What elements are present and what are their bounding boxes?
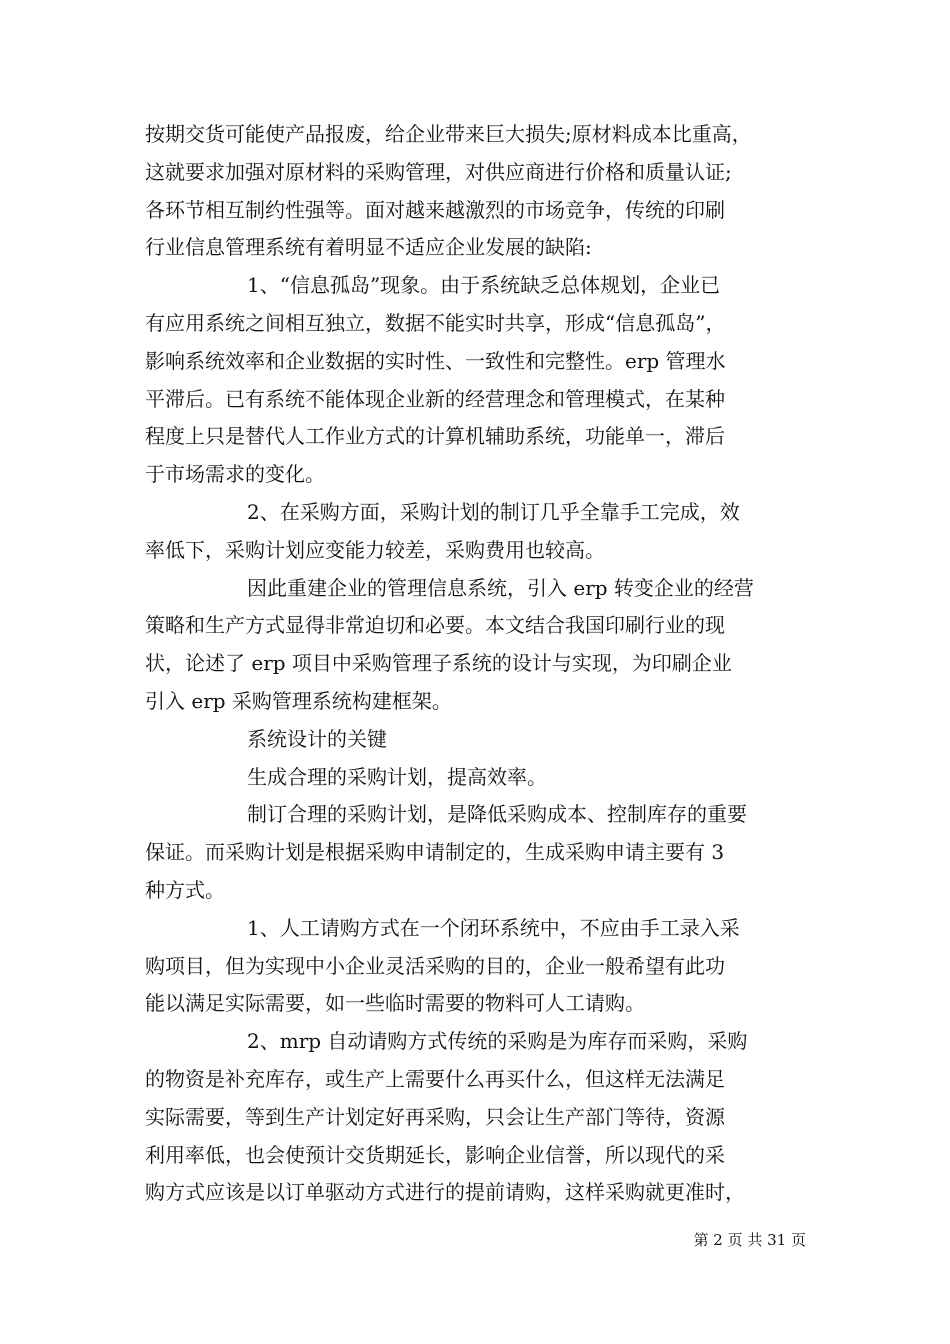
text-line: 种方式。 [145, 877, 225, 902]
text-line: 平滞后。已有系统不能体现企业新的经营理念和管理模式，在某种 [145, 386, 725, 411]
text-line: 1、人工请购方式在一个闭环系统中，不应由手工录入采 [247, 915, 740, 940]
text-line: 的物资是补充库存，或生产上需要什么再买什么，但这样无法满足 [145, 1066, 725, 1091]
text-line: 这就要求加强对原材料的采购管理，对供应商进行价格和质量认证; [145, 159, 732, 184]
page-footer: 第 2 页 共 31 页 [693, 1231, 806, 1249]
text-line: 程度上只是替代人工作业方式的计算机辅助系统，功能单一，滞后 [145, 424, 725, 449]
text-line: 系统设计的关键 [247, 726, 387, 751]
text-line: 购方式应该是以订单驱动方式进行的提前请购，这样采购就更准时， [145, 1180, 745, 1205]
text-line: 购项目，但为实现中小企业灵活采购的目的，企业一般希望有此功 [145, 953, 725, 978]
body-text [145, 116, 815, 1212]
text-line: 制订合理的采购计划，是降低采购成本、控制库存的重要 [247, 802, 747, 827]
text-line: 因此重建企业的管理信息系统，引入 erp 转变企业的经营 [247, 575, 754, 600]
text-line: 保证。而采购计划是根据采购申请制定的，生成采购申请主要有 3 [145, 840, 725, 865]
text-line: 能以满足实际需要，如一些临时需要的物料可人工请购。 [145, 991, 645, 1016]
text-line: 状，论述了 erp 项目中采购管理子系统的设计与实现，为印刷企业 [145, 651, 732, 676]
text-line: 2、在采购方面，采购计划的制订几乎全靠手工完成，效 [247, 499, 740, 524]
text-line: 各环节相互制约性强等。面对越来越激烈的市场竞争，传统的印刷 [145, 197, 725, 222]
text-line: 有应用系统之间相互独立，数据不能实时共享，形成“信息孤岛”， [145, 310, 726, 335]
text-line: 引入 erp 采购管理系统构建框架。 [145, 688, 452, 713]
text-line: 影响系统效率和企业数据的实时性、一致性和完整性。erp 管理水 [145, 348, 726, 373]
text-line: 1、“信息孤岛”现象。由于系统缺乏总体规划，企业已 [247, 273, 721, 298]
text-line: 策略和生产方式显得非常迫切和必要。本文结合我国印刷行业的现 [145, 613, 725, 638]
text-line: 率低下，采购计划应变能力较差，采购费用也较高。 [145, 537, 605, 562]
text-line: 利用率低，也会使预计交货期延长，影响企业信誉，所以现代的采 [145, 1142, 725, 1167]
text-line: 实际需要，等到生产计划定好再采购，只会让生产部门等待，资源 [145, 1104, 725, 1129]
text-line: 于市场需求的变化。 [145, 462, 325, 487]
text-line: 行业信息管理系统有着明显不适应企业发展的缺陷: [145, 235, 592, 260]
text-line: 按期交货可能使产品报废，给企业带来巨大损失;原材料成本比重高， [145, 122, 752, 146]
text-line: 生成合理的采购计划，提高效率。 [247, 764, 547, 789]
text-line: 2、mrp 自动请购方式传统的采购是为库存而采购，采购 [247, 1029, 748, 1054]
